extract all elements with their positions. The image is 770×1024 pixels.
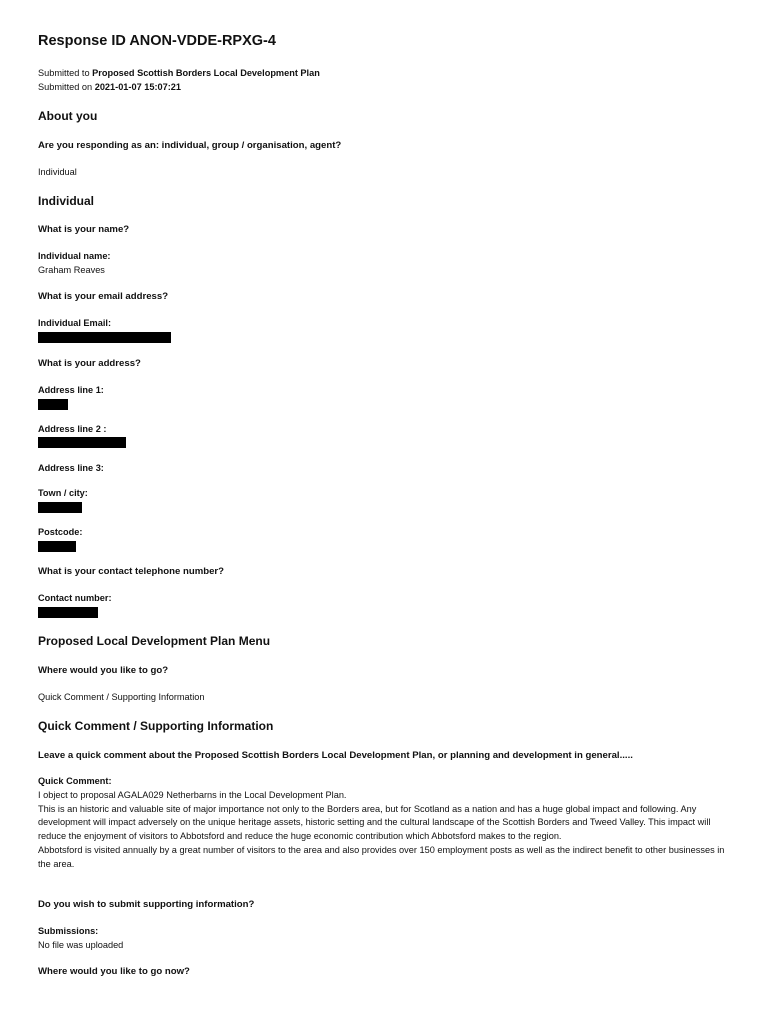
quick-comment-text <box>38 789 728 871</box>
submitted-on-prefix: Submitted on <box>38 82 95 92</box>
quick-comment-question: Leave a quick comment about the Proposed Scottish Borders Local Development Plan, or planning and development in general..... <box>38 750 633 761</box>
address-line2-label: Address line 2 : <box>38 424 107 434</box>
individual-name-label: Individual name: <box>38 251 111 261</box>
contact-number-label: Contact number: <box>38 593 112 603</box>
individual-email-label: Individual Email: <box>38 318 112 328</box>
address-line3-label: Address line 3: <box>38 463 104 473</box>
individual-heading: Individual <box>38 194 95 208</box>
respondent-type-answer: Individual <box>38 167 77 177</box>
address-line1-label: Address line 1: <box>38 385 104 395</box>
submissions-value: No file was uploaded <box>38 940 124 950</box>
plan-menu-heading: Proposed Local Development Plan Menu <box>38 634 271 648</box>
address-line2-redaction <box>38 437 126 448</box>
where-to-go-now-question: Where would you like to go now? <box>38 966 190 977</box>
individual-name-value: Graham Reaves <box>38 265 105 275</box>
email-question: What is your email address? <box>38 291 169 302</box>
name-question: What is your name? <box>38 224 130 235</box>
comment-paragraph-2: This is an historic and valuable site of major importance not only to the Borders area, but for Scotland as a nation and has a huge global impact and following. Any development will impact adversely on the unique heritage assets, historic setting and the cultural landscape of the Scottish Borders and Tweed Valley. This impact will reduce the enjoyment of visitors to Abbotsford and reduce the huge economic contribution which Abbotsford makes to the region. <box>38 803 711 842</box>
phone-question: What is your contact telephone number? <box>38 566 225 577</box>
town-label: Town / city: <box>38 488 88 498</box>
submitted-to-prefix: Submitted to <box>38 68 93 78</box>
submitted-on-value: 2021-01-07 15:07:21 <box>94 82 182 92</box>
where-to-go-answer: Quick Comment / Supporting Information <box>38 692 205 702</box>
postcode-label: Postcode: <box>38 527 83 537</box>
quick-comment-label: Quick Comment: <box>38 776 112 786</box>
submitted-to-line <box>38 68 320 78</box>
about-you-heading: About you <box>38 109 98 123</box>
submitted-to-value: Proposed Scottish Borders Local Development Plan <box>92 68 320 78</box>
email-redaction <box>38 332 171 343</box>
supporting-info-question: Do you wish to submit supporting information? <box>38 899 255 910</box>
postcode-redaction <box>38 541 76 552</box>
where-to-go-question: Where would you like to go? <box>38 665 169 676</box>
response-title: Response ID ANON-VDDE-RPXG-4 <box>38 33 276 49</box>
contact-number-redaction <box>38 607 98 618</box>
submissions-label: Submissions: <box>38 926 99 936</box>
respondent-type-question: Are you responding as an: individual, group / organisation, agent? <box>38 140 342 151</box>
address-question: What is your address? <box>38 358 141 369</box>
submitted-on-line <box>38 82 181 92</box>
quick-comment-heading: Quick Comment / Supporting Information <box>38 719 274 733</box>
address-line1-redaction <box>38 399 68 410</box>
comment-paragraph-3: Abbotsford is visited annually by a great number of visitors to the area and also provides over 150 employment posts as well as the indirect benefit to other businesses in the area. <box>38 844 725 869</box>
town-redaction <box>38 502 82 513</box>
comment-paragraph-1: I object to proposal AGALA029 Netherbarns in the Local Development Plan. <box>38 790 347 800</box>
